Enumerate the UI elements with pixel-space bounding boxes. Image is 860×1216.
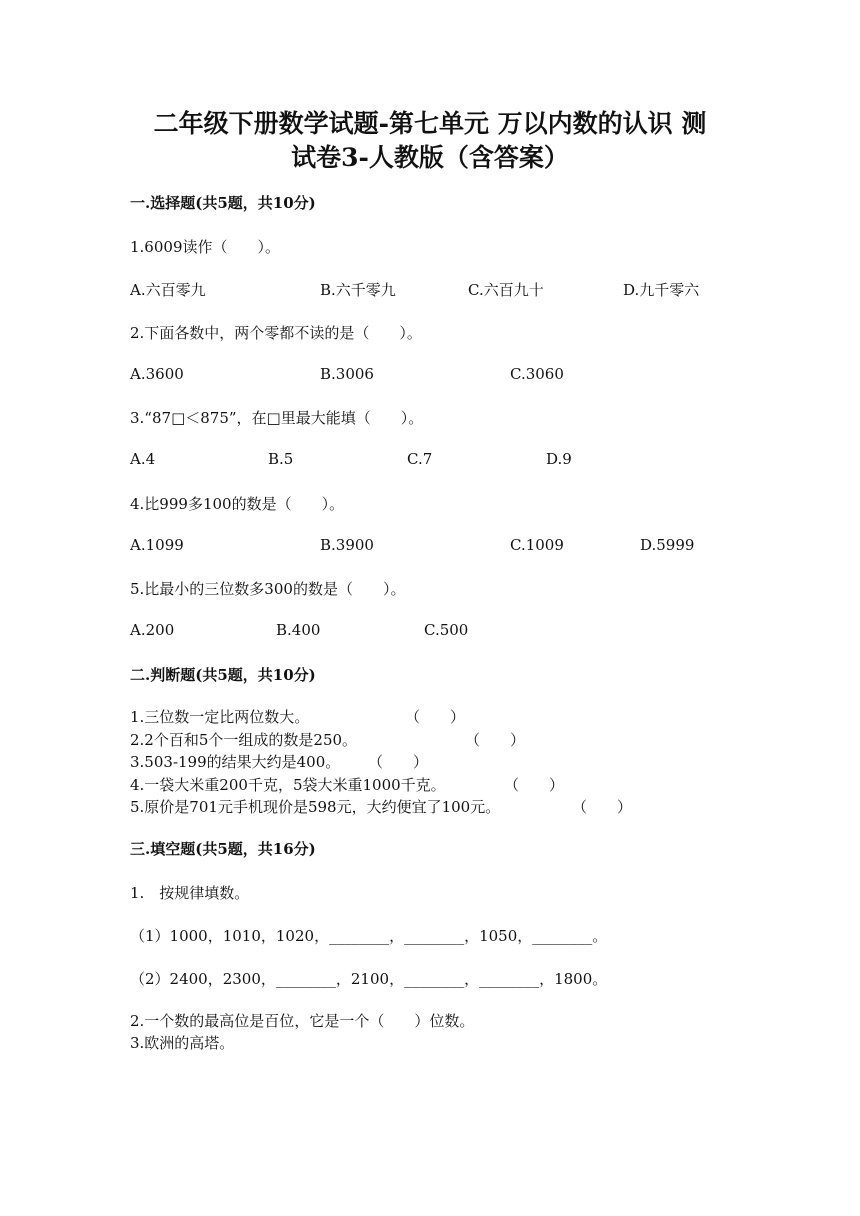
fill-question-stem: 3.欧洲的高塔。 (130, 1034, 235, 1052)
option: C.7 (407, 450, 433, 468)
section-heading-choice: 一.选择题(共5题，共10分) (130, 194, 316, 212)
judge-item-text: 3.503-199的结果大约是400。 (130, 753, 341, 771)
answer-bracket: （ ） (572, 798, 633, 816)
fill-sequence-line: （1）1000，1010，1020，________，________，1050，________。 (130, 927, 608, 945)
fill-question-stem: 2.一个数的最高位是百位，它是一个（ ）位数。 (130, 1012, 475, 1030)
option: B.5 (268, 450, 294, 468)
option: B.六千零九 (320, 281, 396, 299)
option: C.1009 (510, 536, 564, 554)
fill-question-stem: 1. 按规律填数。 (130, 884, 250, 902)
option: D.9 (546, 450, 572, 468)
option: D.九千零六 (623, 281, 700, 299)
section-heading-fill: 三.填空题(共5题，共16分) (130, 840, 316, 858)
option: C.3060 (510, 365, 564, 383)
judge-item-text: 2.2个百和5个一组成的数是250。 (130, 731, 358, 749)
option: A.3600 (130, 365, 184, 383)
option: A.1099 (130, 536, 184, 554)
answer-bracket: （ ） (368, 753, 429, 771)
option: B.3900 (320, 536, 374, 554)
question-stem: 5.比最小的三位数多300的数是（ ）。 (130, 580, 406, 598)
judge-item-text: 5.原价是701元手机现价是598元，大约便宜了100元。 (130, 798, 501, 816)
fill-sequence-line: （2）2400，2300，________，2100，________，________，1800。 (130, 970, 608, 988)
question-stem: 1.6009读作（ ）。 (130, 238, 280, 256)
question-stem: 3.“87□＜875”，在□里最大能填（ ）。 (130, 409, 424, 427)
option: A.4 (130, 450, 156, 468)
judge-item-text: 1.三位数一定比两位数大。 (130, 708, 310, 726)
option: D.5999 (640, 536, 695, 554)
option: A.200 (130, 621, 175, 639)
page-title-line1: 二年级下册数学试题-第七单元 万以内数的认识 测 (153, 109, 707, 138)
question-stem: 2.下面各数中，两个零都不读的是（ ）。 (130, 324, 422, 342)
option: C.500 (424, 621, 469, 639)
question-stem: 4.比999多100的数是（ ）。 (130, 495, 345, 513)
judge-item-text: 4.一袋大米重200千克，5袋大米重1000千克。 (130, 776, 446, 794)
answer-bracket: （ ） (405, 708, 466, 726)
option: A.六百零九 (130, 281, 206, 299)
answer-bracket: （ ） (465, 731, 526, 749)
option: B.400 (276, 621, 321, 639)
answer-bracket: （ ） (504, 776, 565, 794)
section-heading-judge: 二.判断题(共5题，共10分) (130, 666, 316, 684)
page-title-line2: 试卷3-人教版（含答案） (291, 143, 569, 172)
option: B.3006 (320, 365, 374, 383)
option: C.六百九十 (468, 281, 544, 299)
